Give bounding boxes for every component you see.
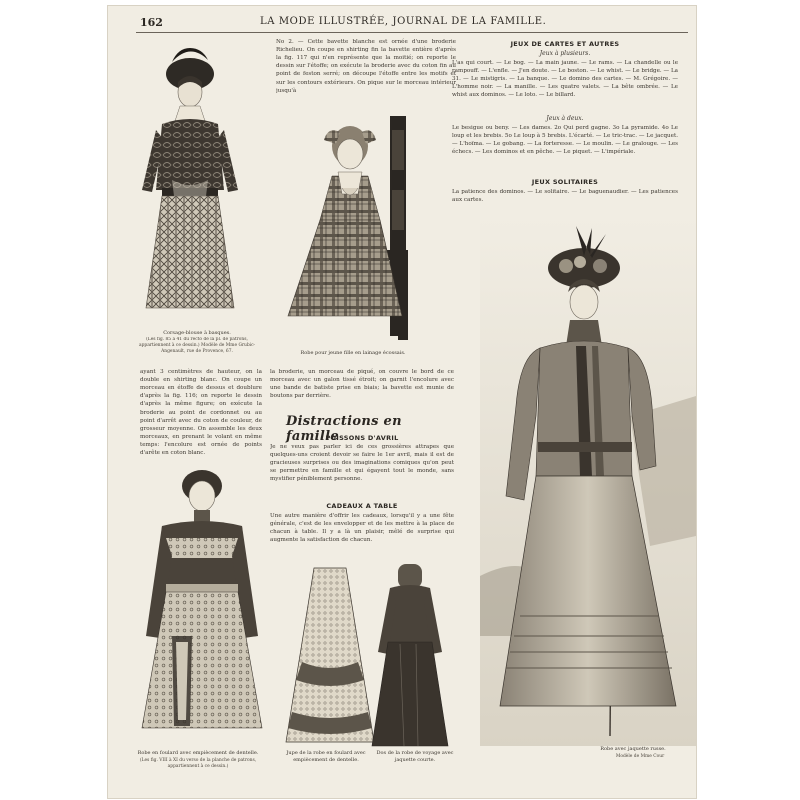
left-column-article: ayant 3 centimètres de hauteur, on la double en shirting blanc. On coupe un morceau en étoffe de dessus et doublure d'après la fig. 116; on reporte le dessin d'après la même figure; on exécute la broderie au point de cordonnet ou au point d'arrêt avec du coton de couleur, de grosseur moyenne. On assemble les deux morceaux, en prenant le volant en même temps: l'encolure est ornée de points d'arête en coton blanc. [140, 369, 262, 457]
jeux-title: JEUX DE CARTES ET AUTRES [510, 40, 620, 48]
corsage-caption: Corsage-blouse à basques. [163, 330, 231, 336]
corsage-note: (Les fig. 85 à 41 du recto de la pl. de patrons, appartiennent à ce dessin.) Modèle de Mme Grubic-Angenault, rue de Provence, 67. [138, 337, 256, 354]
jacket-dress-note: Modèle de Mme Cour [615, 754, 665, 759]
header-rule [136, 32, 688, 33]
lace-dress-caption: Robe en foulard avec empiècement de dentelle. [137, 750, 259, 756]
page-header [108, 6, 696, 32]
jeux-deux-text: Le besigue ou beny. — Les dames. 2o Qui perd gagne. 3o La pyramide. 4o Le loup et les brebis. 5o Le loup à 5 brebis. L'écarté. — Le tric-trac. — Le jacquet. — L'hoïma. — Le gobang. — La forteresse. — Le moulin. — Le gralouge. — Les échecs. — Les dominos et en pêche. — Le piquet. — L'impériale. [452, 125, 678, 156]
cadeaux-text: Une autre manière d'offrir les cadeaux, lorsqu'il y a une fête générale, c'est de les envelopper et de les mettre à la place de chacun à table. Il y a là un plaisir, mêlé de surprise qui augmente la satisfaction de chacun. [270, 513, 454, 544]
poissons-title: POISSONS D'AVRIL [325, 434, 399, 442]
distractions-title: Distractions en famille [286, 414, 402, 444]
jeux-solitaires-title: JEUX SOLITAIRES [531, 178, 599, 186]
middle-column-article: la broderie, un morceau de piqué, on couvre le bord de ce morceau avec un galon tissé étroit; on garnit l'encolure avec une bande de batiste prise en biais; la bavette est munie de boutons par derrière. [270, 369, 454, 400]
cadeaux-title: CADEAUX A TABLE [326, 502, 398, 510]
girl-dress-illustration [268, 110, 438, 350]
magazine-page [108, 6, 696, 798]
jeux-plusieurs-text: L'as qui court. — Le bog. — La main jaune. — Le rams. — La chandelle ou le rampouff. — L'enfle. — J'en doute. — Le boston. — Le whist. — Le bridge. — La 31. — Le mistigris. — La banque. — Le domino des cartes. — M. Grégoire. — L'homme noir. — La manille. — Les quatre valets. — La bête ombrée. — Le whist aux dominos. — Le loto. — Le billard. [452, 60, 678, 99]
jeux-plusieurs-subtitle: Jeux à plusieurs. [539, 50, 591, 57]
jacket-dress-caption: Robe avec jaquette russe. [600, 746, 666, 752]
lace-dress-note: (Les fig. VIII à XI du verso de la planche de patrons, appartiennent à ce dessin.) [139, 758, 257, 769]
jacket-dress-illustration [480, 216, 696, 746]
corsage-blouse-illustration [132, 40, 248, 330]
back-view-caption: Dos de la robe de voyage avec jaquette courte. [376, 750, 454, 763]
girl-dress-caption: Robe pour jeune fille en lainage écossais. [300, 350, 406, 356]
lace-dress-illustration [132, 466, 272, 746]
running-title: LA MODE ILLUSTRÉE, JOURNAL DE LA FAMILLE. [260, 16, 547, 27]
skirt-illustration [280, 562, 380, 750]
page-number: 162 [140, 16, 163, 29]
poissons-text: Je ne veux pas parler ici de ces grossières attrapes que quelques-uns croient devoir se faire le 1er avril, mais il est de gracieuses surprises ou des imaginations comiques qu'on peut se permettre en famille et qui égayent tout le monde, sans mystifier péniblement personne. [270, 444, 454, 483]
skirt-caption: Jupe de la robe en foulard avec empiècement de dentelle. [286, 750, 366, 763]
bavette-article: No 2. — Cette bavette blanche est ornée d'une broderie Richelieu. On coupe en shirting fin la bavette entière d'après la fig. 117 qui n'en représente que la moitié; on reporte le dessin sur l'étoffe; on exécute la broderie avec du coton fin au point de feston serré; on découpe l'étoffe entre les motifs et sur les contours extérieurs. On pique sur le morceau intérieur jusqu'à [276, 39, 456, 94]
jeux-solitaires-text: La patience des dominos. — Le solitaire. — Le baguenaudier. — Les patiences aux cartes. [452, 189, 678, 204]
back-view-illustration [370, 562, 450, 750]
jeux-deux-subtitle: Jeux à deux. [546, 115, 584, 122]
